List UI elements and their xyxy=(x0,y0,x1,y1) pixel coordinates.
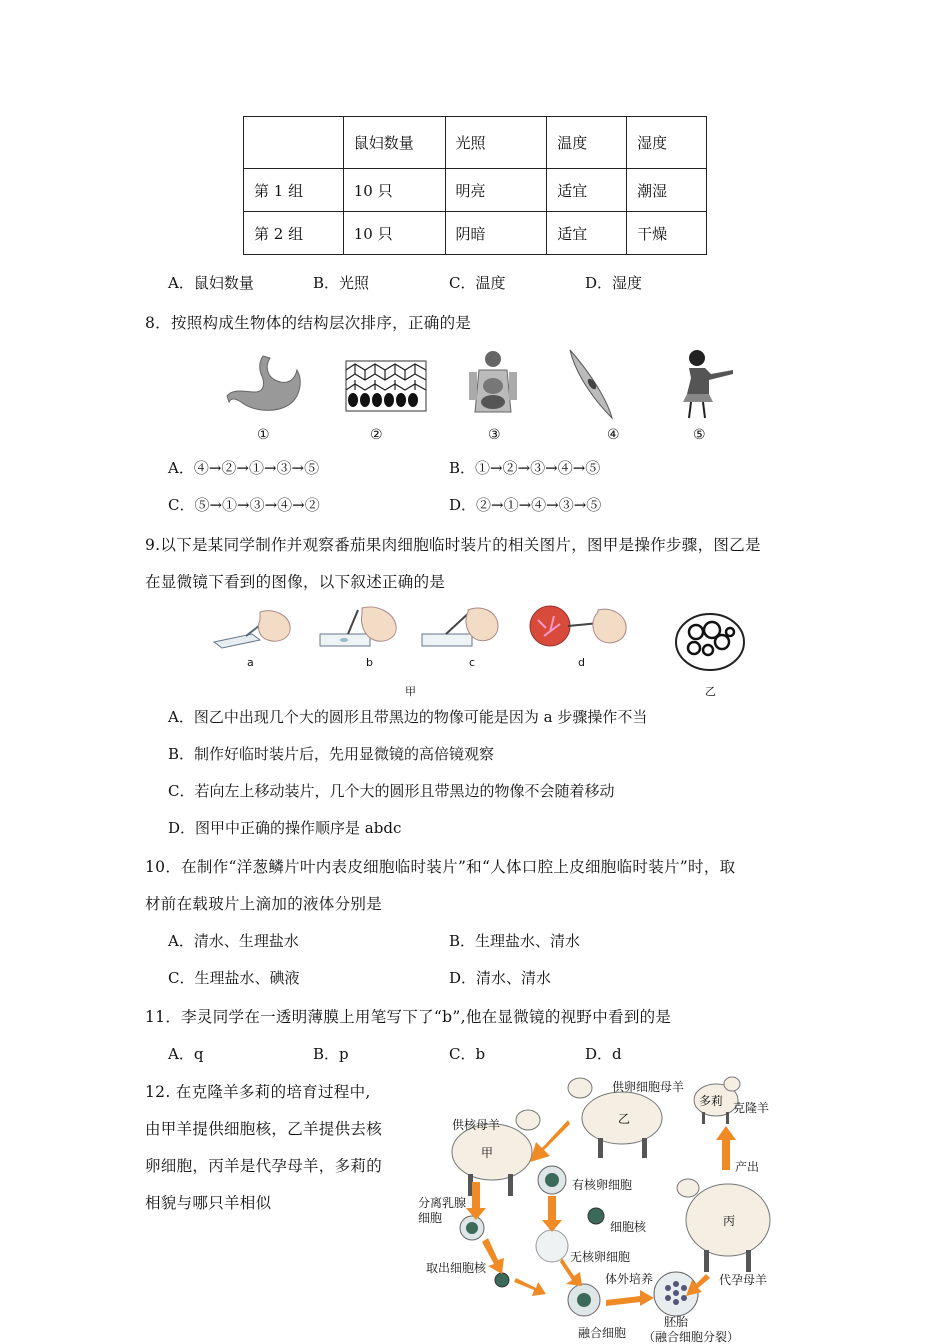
table-header-cell: 湿度 xyxy=(627,117,707,169)
table-cell: 潮湿 xyxy=(627,169,707,212)
table-cell: 明亮 xyxy=(445,169,547,212)
step-label-a: a xyxy=(247,656,254,669)
muscle-cell-icon xyxy=(568,348,614,420)
egg-donor-label: 供卵细胞母羊 xyxy=(612,1080,685,1094)
birth-label: 产出 xyxy=(735,1160,760,1174)
q12-line1: 12. 在克隆羊多莉的培育过程中, xyxy=(145,1083,371,1101)
table-cell: 适宜 xyxy=(547,212,627,255)
human-organs-icon xyxy=(465,350,521,418)
stomach-icon xyxy=(225,352,305,414)
q11-option-a: A．q xyxy=(168,1045,204,1063)
nucleus-label: 细胞核 xyxy=(610,1220,647,1234)
table-header-row xyxy=(244,117,707,169)
q12-line2: 由甲羊提供细胞核，乙羊提供去核 xyxy=(145,1120,383,1138)
q9-option-c: C．若向左上移动装片，几个大的圆形且带黑边的物像不会随着移动 xyxy=(168,782,615,800)
separate-label: 分离乳腺 xyxy=(418,1196,467,1210)
q11-option-c: C．b xyxy=(449,1045,486,1063)
fig-jia-label: 甲 xyxy=(405,685,416,698)
q9-stem-line2: 在显微镜下看到的图像，以下叙述正确的是 xyxy=(145,573,446,591)
table-cell: 阴暗 xyxy=(445,212,547,255)
q8-label-5: ⑤ xyxy=(693,427,706,443)
sheep-yi-label: 乙 xyxy=(618,1112,631,1126)
q10-option-b: B．生理盐水、清水 xyxy=(449,932,581,950)
q7-option-a: A．鼠妇数量 xyxy=(168,274,254,292)
person-icon xyxy=(675,348,735,420)
q12-line4: 相貌与哪只羊相似 xyxy=(145,1194,272,1212)
q10-option-a: A．清水、生理盐水 xyxy=(168,932,299,950)
tissue-icon xyxy=(345,360,427,412)
nucleus-donor-label: 供核母羊 xyxy=(452,1118,501,1132)
q10-stem-line2: 材前在载玻片上滴加的液体分别是 xyxy=(145,895,383,913)
q11-option-b: B．p xyxy=(313,1045,349,1063)
q11-stem: 11．李灵同学在一透明薄膜上用笔写下了“b”,他在显微镜的视野中看到的是 xyxy=(145,1008,672,1026)
table-cell: 干燥 xyxy=(627,212,707,255)
q8-label-1: ① xyxy=(257,427,270,443)
q10-option-c: C．生理盐水、碘液 xyxy=(168,969,300,987)
fig-yi-label: 乙 xyxy=(705,685,716,698)
q11-option-d: D．d xyxy=(585,1045,622,1063)
fused-cell-label: 融合细胞 xyxy=(578,1326,627,1340)
enucleated-egg-label: 无核卵细胞 xyxy=(570,1250,631,1264)
step-c-illustration xyxy=(420,604,502,652)
in-vitro-label: 体外培养 xyxy=(605,1272,654,1286)
step-a-illustration xyxy=(212,608,294,652)
surrogate-label: 代孕母羊 xyxy=(719,1273,768,1287)
table-header-cell: 光照 xyxy=(445,117,547,169)
table-cell: 第 2 组 xyxy=(244,212,344,255)
step-d-illustration xyxy=(524,602,630,652)
taken-nucleus-icon xyxy=(495,1273,509,1287)
separate-label-2: 细胞 xyxy=(418,1211,443,1225)
sheep-jia-label: 甲 xyxy=(481,1146,494,1160)
q10-stem-line1: 10．在制作“洋葱鳞片叶内表皮细胞临时装片”和“人体口腔上皮细胞临时装片”时，取 xyxy=(145,858,736,876)
step-label-d: d xyxy=(578,656,585,669)
step-b-illustration xyxy=(318,606,400,652)
table-row xyxy=(244,169,707,212)
fused-division-label: （融合细胞分裂） xyxy=(643,1330,740,1344)
table-header-cell: 鼠妇数量 xyxy=(343,117,445,169)
microscope-view-illustration xyxy=(674,612,746,672)
q8-option-c: C．⑤→①→③→④→② xyxy=(168,496,320,514)
q7-option-b: B．光照 xyxy=(313,274,370,292)
q7-option-d: D．湿度 xyxy=(585,274,643,292)
q8-option-a: A．④→②→①→③→⑤ xyxy=(168,459,320,477)
experiment-table xyxy=(243,116,707,255)
q8-label-2: ② xyxy=(370,427,383,443)
table-cell: 10 只 xyxy=(343,212,445,255)
table-cell: 适宜 xyxy=(547,169,627,212)
table-row xyxy=(244,212,707,255)
q10-option-d: D．清水、清水 xyxy=(449,969,552,987)
table-header-cell xyxy=(244,117,344,169)
nucleus-icon xyxy=(588,1208,604,1224)
dolly-label: 多莉 xyxy=(699,1094,724,1108)
nucleated-egg-label: 有核卵细胞 xyxy=(572,1178,633,1192)
q9-option-d: D．图甲中正确的操作顺序是 abdc xyxy=(168,819,402,837)
table-header-cell: 温度 xyxy=(547,117,627,169)
q8-label-4: ④ xyxy=(607,427,620,443)
table-cell: 第 1 组 xyxy=(244,169,344,212)
q8-stem: 8．按照构成生物体的结构层次排序，正确的是 xyxy=(145,314,472,332)
embryo-label: 胚胎 xyxy=(664,1315,689,1329)
sheep-bing-label: 丙 xyxy=(723,1214,736,1228)
clone-sheep-label: 克隆羊 xyxy=(733,1101,770,1115)
q8-label-3: ③ xyxy=(488,427,501,443)
q9-option-b: B．制作好临时装片后，先用显微镜的高倍镜观察 xyxy=(168,745,495,763)
enucleated-egg-icon xyxy=(536,1230,568,1262)
q12-line3: 卵细胞，丙羊是代孕母羊，多莉的 xyxy=(145,1157,383,1175)
q9-option-a: A．图乙中出现几个大的圆形且带黑边的物像可能是因为 a 步骤操作不当 xyxy=(168,708,648,726)
take-nucleus-label: 取出细胞核 xyxy=(426,1261,487,1275)
table-cell: 10 只 xyxy=(343,169,445,212)
q8-option-b: B．①→②→③→④→⑤ xyxy=(449,459,601,477)
q7-option-c: C．温度 xyxy=(449,274,506,292)
step-label-b: b xyxy=(366,656,373,669)
step-label-c: c xyxy=(469,656,476,669)
q9-stem-line1: 9.以下是某同学制作并观察番茄果肉细胞临时装片的相关图片，图甲是操作步骤，图乙是 xyxy=(145,536,761,554)
q8-option-d: D．②→①→④→③→⑤ xyxy=(449,496,602,514)
